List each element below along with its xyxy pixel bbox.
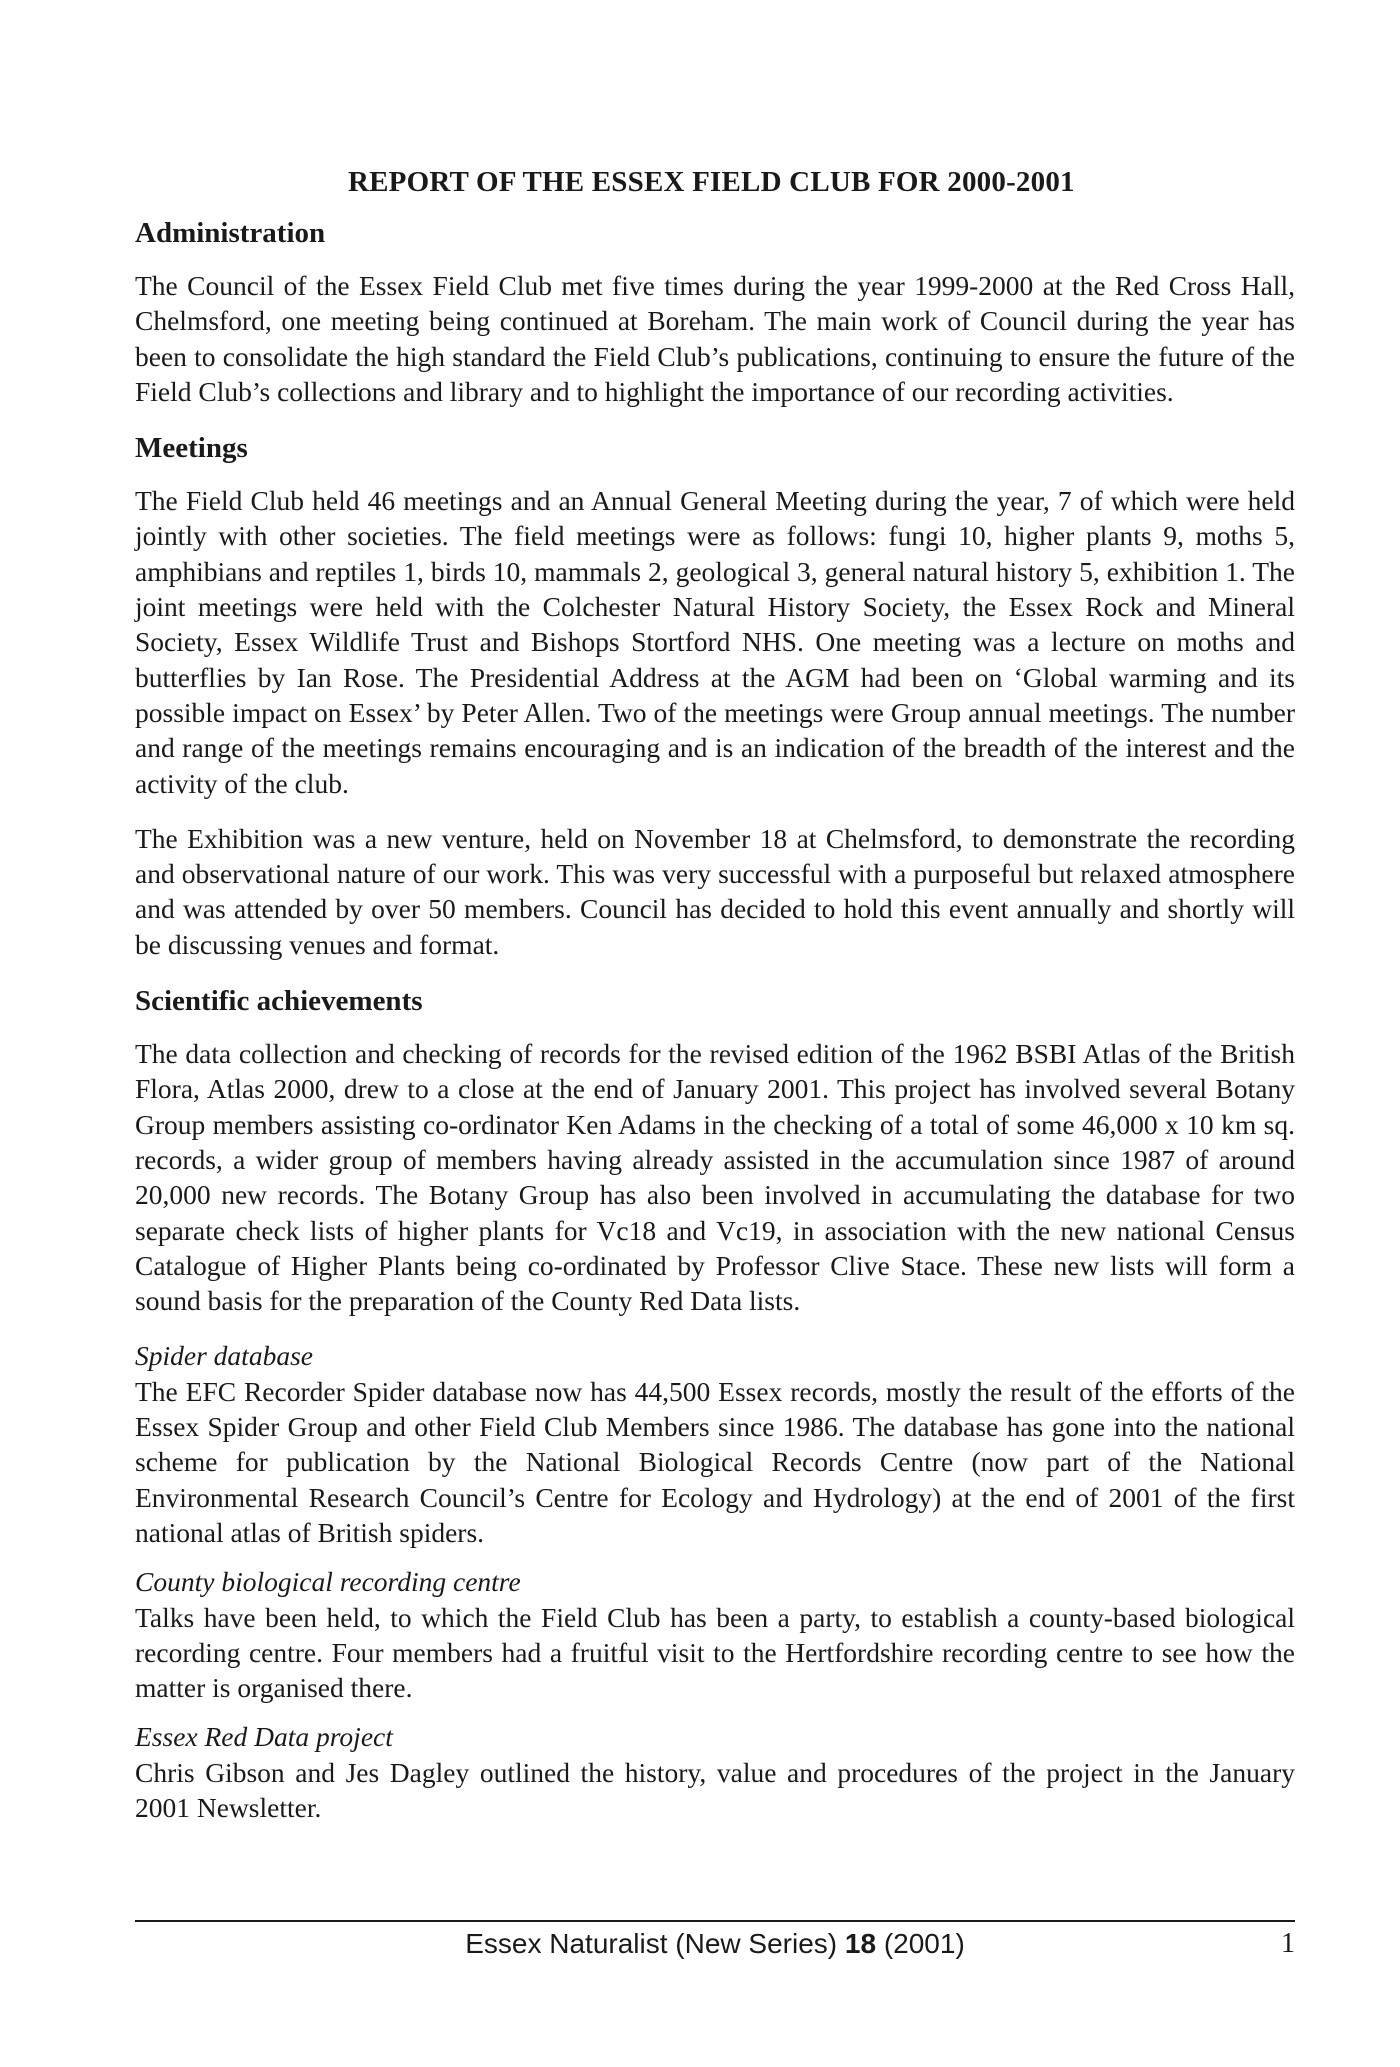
page-number: 1 bbox=[1281, 1928, 1295, 1959]
journal-year: (2001) bbox=[876, 1928, 965, 1959]
paragraph: The Field Club held 46 meetings and an Annual General Meeting during the year, 7 of which were held jointly with other societies. The field meetings were as follows: fungi 10, higher plants 9, moths 5, amphibians and reptiles 1, birds 10, mammals 2, geological 3, general natural history 5, exhibition 1. The joint meetings were held with the Colchester Natural History Society, the Essex Rock and Mineral Society, Essex Wildlife Trust and Bishops Stortford NHS. One meeting was a lecture on moths and butterflies by Ian Rose. The Presidential Address at the AGM had been on ‘Global warming and its possible impact on Essex’ by Peter Allen. Two of the meetings were Group annual meetings. The number and range of the meetings remains encouraging and is an indication of the breadth of the interest and the activity of the club. bbox=[135, 485, 1295, 799]
subsection-spider-database bbox=[135, 1338, 1295, 1550]
paragraph: The Exhibition was a new venture, held on November 18 at Chelmsford, to demonstrate the recording and observational nature of our work. This was very successful with a purposeful but relaxed atmosphere and was attended by over 50 members. Council has decided to hold this event annually and shortly will be discussing venues and format. bbox=[135, 822, 1295, 960]
paragraph: The data collection and checking of records for the revised edition of the 1962 BSBI Atlas of the British Flora, Atlas 2000, drew to a close at the end of January 2001. This project has involved several Botany Group members assisting co-ordinator Ken Adams in the checking of a total of some 46,000 x 10 km sq. records, a wider group of members having already assisted in the accumulation since 1987 of around 20,000 new records. The Botany Group has also been involved in accumulating the database for two separate check lists of higher plants for Vc18 and Vc19, in association with the new national Census Catalogue of Higher Plants being co-ordinated by Professor Clive Stace. These new lists will form a sound basis for the preparation of the County Red Data lists. bbox=[135, 1038, 1295, 1317]
paragraph: Chris Gibson and Jes Dagley outlined the history, value and procedures of the project in the January 2001 Newsletter. bbox=[135, 1756, 1295, 1823]
footer-journal-citation bbox=[135, 1926, 1295, 1962]
paragraph: The Council of the Essex Field Club met five times during the year 1999-2000 at the Red Cross Hall, Chelmsford, one meeting being continued at Boreham. The main work of Council during the year has been to consolidate the high standard the Field Club’s publications, continuing to ensure the future of the Field Club’s collections and library and to highlight the importance of our recording activities. bbox=[135, 270, 1295, 407]
paragraph: Talks have been held, to which the Field Club has been a party, to establish a county-based biological recording centre. Four members had a fruitful visit to the Hertfordshire recording centre to see how the matter is organised there. bbox=[135, 1601, 1295, 1704]
paragraph: The EFC Recorder Spider database now has 44,500 Essex records, mostly the result of the efforts of the Essex Spider Group and other Field Club Members since 1986. The database has gone into the national scheme for publication by the National Biological Records Centre (now part of the National Environmental Research Council’s Centre for Ecology and Hydrology) at the end of 2001 of the first national atlas of British spiders. bbox=[135, 1375, 1295, 1548]
section-meetings bbox=[135, 431, 1295, 962]
subsection-heading: Essex Red Data project bbox=[135, 1721, 393, 1753]
subsection-county-recording-centre bbox=[135, 1564, 1295, 1705]
section-heading: Scientific achievements bbox=[135, 985, 423, 1018]
subsection-heading: Spider database bbox=[135, 1340, 313, 1372]
document-body bbox=[135, 216, 1295, 1847]
section-heading: Administration bbox=[135, 217, 326, 249]
section-administration bbox=[135, 216, 1295, 409]
document-page bbox=[135, 0, 1295, 2067]
section-scientific-achievements bbox=[135, 984, 1295, 1825]
document-title: REPORT OF THE ESSEX FIELD CLUB FOR 2000-2001 bbox=[348, 166, 1075, 198]
footer-divider bbox=[135, 1920, 1295, 1922]
page-footer bbox=[135, 1926, 1295, 1966]
section-heading: Meetings bbox=[135, 432, 248, 465]
journal-volume: 18 bbox=[844, 1928, 877, 1959]
subsection-red-data-project bbox=[135, 1719, 1295, 1825]
journal-name: Essex Naturalist (New Series) bbox=[465, 1928, 845, 1959]
subsection-heading: County biological recording centre bbox=[135, 1566, 521, 1598]
